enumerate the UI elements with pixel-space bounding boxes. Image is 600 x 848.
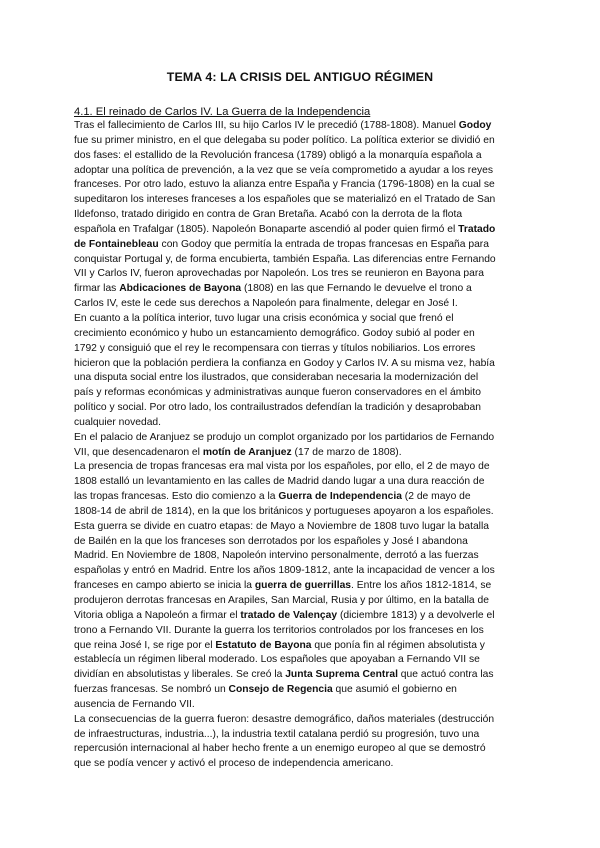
bold-term: Godoy xyxy=(458,120,492,131)
section-heading: 4.1. El reinado de Carlos IV. La Guerra de la Independencia xyxy=(74,106,371,118)
bold-term: Consejo de Regencia xyxy=(228,684,333,696)
body-paragraph: La presencia de tropas francesas era mal vista por los españoles, por ello, el 2 de mayo de 1808 estalló un levantamiento en las calles de Madrid dando lugar a una dura reacción de las tropas francesas. Esto dio comienzo a la Guerra de Independencia (2 de mayo de 1808-14 de abril de 1814), en la que los británicos y portugueses apoyaron a los españoles. Esta guerra se divide en cuatro etapas: de Mayo a Noviembre de 1808 tuvo lugar la batalla de Bailén en la que los franceses son derrotados por los españoles y José I abandona Madrid. En Noviembre de 1808, Napoleón intervino personalmente, derrotó a las fuerzas españolas y entró en Madrid. Entre los años 1809-1812, ante la incapacidad de vencer a los franceses en campo abierto se inicia la guerra de guerrillas. Entre los años 1812-1814, se produjeron derrotas francesas en Arapiles, San Marcial, Rusia y por último, en la batalla de Vitoria obliga a Napoleón a firmar el tratado de Valençay (diciembre 1813) y a devolverle el trono a Fernando VII. Durante la guerra los territorios controlados por los franceses en los que reina José I, se rige por el Estatuto de Bayona que ponía fin al régimen absolutista y establecía un régimen liberal moderado. Los españoles que apoyaban a Fernando VII se dividían en absolutistas y liberales. Se creó la Junta Suprema Central que actuó contra las fuerzas francesas. Se nombró un Consejo de Regencia que asumió el gobierno en ausencia de Fernando VII. xyxy=(74,461,495,710)
document-body xyxy=(74,119,526,772)
bold-term: Guerra de Independencia xyxy=(278,491,402,503)
bold-term: Abdicaciones de Bayona xyxy=(119,283,242,295)
body-paragraph: La consecuencias de la guerra fueron: desastre demográfico, daños materiales (destrucción de infraestructuras, industria...), la industria textil catalana perdió su progresión, tuvo una repercusión internacional al haber hecho frente a un enemigo europeo al que se demostró que se podía vencer y activó el proceso de independencia americano. xyxy=(74,713,495,770)
bold-term: Tratado xyxy=(458,223,496,235)
bold-term: Junta Suprema Central xyxy=(285,669,398,681)
document-title: TEMA 4: LA CRISIS DEL ANTIGUO RÉGIMEN xyxy=(166,70,434,84)
body-paragraph: En el palacio de Aranjuez se produjo un complot organizado por los partidarios de Fernando VII, que desencadenaron el motín de Aranjuez (17 de marzo de 1808). xyxy=(74,431,495,458)
bold-term: de Fontainebleau xyxy=(74,238,159,250)
bold-term: guerra de guerrillas xyxy=(254,580,352,592)
body-paragraph: Tras el fallecimiento de Carlos III, su hijo Carlos IV le precedió (1788-1808). Manuel Godoy fue su primer ministro, en el que delegaba su poder político. La política exterior se dividió en dos fases: el estallido de la Revolución francesa (1789) obligó a la monarquía española a adoptar una política de prevención, a la vez que se veía comprometido a ayudar a los reyes franceses. Por otro lado, estuvo la alianza entre España y Francia (1796-1808) en la cual se supeditaron los intereses franceses a los españoles que se materializó en el Tratado de San Ildefonso, tratado dirigido en contra de Gran Bretaña. Acabó con la derrota de la flota española en Trafalgar (1805). Napoleón Bonaparte ascendió al poder quien firmó el Tratado de Fontainebleau con Godoy que permitía la entrada de tropas francesas en España para conquistar Portugal y, de forma encubierta, también España. Las diferencias entre Fernando VII y Carlos IV, fueron aprovechadas por Napoleón. Los tres se reunieron en Bayona para firmar las Abdicaciones de Bayona (1808) en las que Fernando le devuelve el trono a Carlos IV, este le cede sus derechos a Napoleón para finalmente, delegar en José I. xyxy=(74,120,496,310)
body-paragraph: En cuanto a la política interior, tuvo lugar una crisis económica y social que frenó el crecimiento económico y hubo un estancamiento demográfico. Godoy subió al poder en 1792 y consiguió que el rey le recompensara con tierras y títulos nobiliarios. Los errores hicieron que la población perdiera la confianza en Godoy y Carlos IV. A su misma vez, había una disputa social entre los ilustrados, que consideraban necesaria la modernización del país y reformas económicas y administrativas aunque fueron conservadores en el ámbito político y social. Por otro lado, los contrailustrados defendían la tradición y desaprobaban cualquier novedad. xyxy=(74,312,495,428)
bold-term: tratado de Valençay xyxy=(240,609,338,621)
bold-term: motín de Aranjuez xyxy=(202,446,292,458)
bold-term: Estatuto de Bayona xyxy=(215,639,312,651)
